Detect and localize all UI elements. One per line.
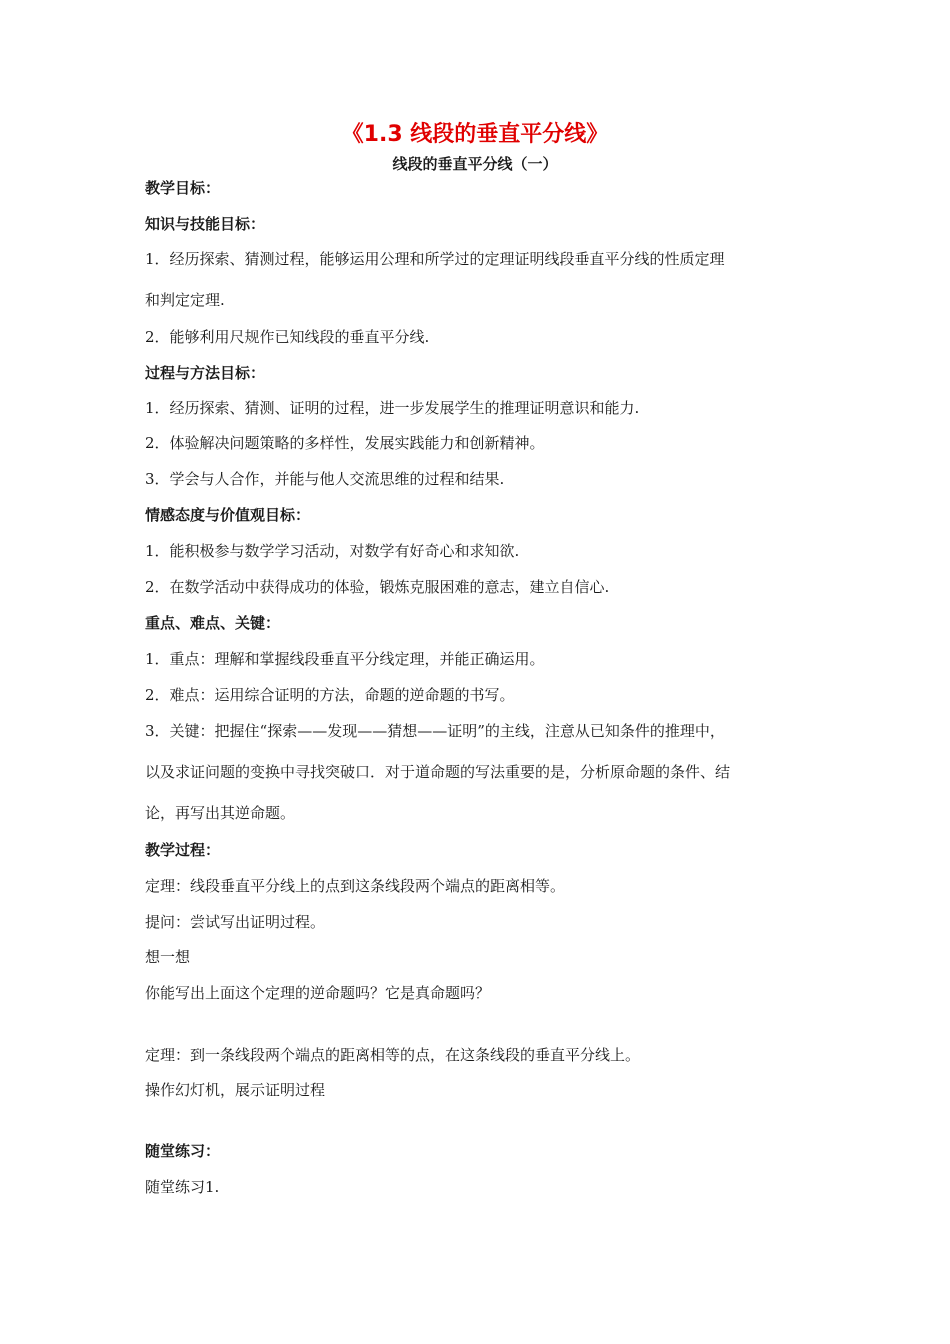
paragraph-line: 2．难点：运用综合证明的方法，命题的逆命题的书写。: [145, 686, 515, 704]
heading-knowledge-skills: 知识与技能目标：: [145, 215, 266, 233]
heading-process-methods: 过程与方法目标：: [145, 364, 266, 382]
paragraph-line: 你能写出上面这个定理的逆命题吗？它是真命题吗？: [145, 984, 491, 1002]
paragraph-line: 2．能够利用尺规作已知线段的垂直平分线.: [145, 328, 430, 346]
paragraph-line: 和判定定理.: [145, 291, 225, 309]
heading-teaching-process: 教学过程：: [145, 841, 221, 859]
paragraph-line: 3．关键：把握住“探索——发现——猜想——证明”的主线，注意从已知条件的推理中，: [145, 722, 725, 740]
paragraph-line: 2．在数学活动中获得成功的体验，锻炼克服困难的意志，建立自信心.: [145, 578, 610, 596]
paragraph-line: 以及求证问题的变换中寻找突破口．对于道命题的写法重要的是，分析原命题的条件、结: [145, 763, 731, 781]
paragraph-line: 随堂练习1.: [145, 1178, 220, 1196]
document-title: 《1.3 线段的垂直平分线》: [341, 122, 609, 147]
paragraph-line: 1．能积极参与数学学习活动，对数学有好奇心和求知欲.: [145, 542, 520, 560]
paragraph-line: 提问：尝试写出证明过程。: [145, 913, 326, 931]
paragraph-line: 想一想: [145, 948, 191, 966]
paragraph-line: 2．体验解决问题策略的多样性，发展实践能力和创新精神。: [145, 434, 545, 452]
paragraph-line: 定理：线段垂直平分线上的点到这条线段两个端点的距离相等。: [145, 877, 566, 895]
paragraph-line: 论，再写出其逆命题。: [145, 804, 296, 822]
paragraph-line: 1．经历探索、猜测过程，能够运用公理和所学过的定理证明线段垂直平分线的性质定理: [145, 250, 725, 268]
paragraph-line: 1．重点：理解和掌握线段垂直平分线定理，并能正确运用。: [145, 650, 545, 668]
paragraph-line: 1．经历探索、猜测、证明的过程，进一步发展学生的推理证明意识和能力.: [145, 399, 640, 417]
heading-key-points: 重点、难点、关键：: [145, 614, 281, 632]
heading-class-practice: 随堂练习：: [145, 1142, 221, 1160]
paragraph-line: 3．学会与人合作，并能与他人交流思维的过程和结果.: [145, 470, 505, 488]
heading-attitude-values: 情感态度与价值观目标：: [145, 506, 311, 524]
document-subtitle: 线段的垂直平分线（一）: [392, 155, 558, 173]
paragraph-line: 操作幻灯机，展示证明过程: [145, 1081, 326, 1099]
paragraph-line: 定理：到一条线段两个端点的距离相等的点，在这条线段的垂直平分线上。: [145, 1046, 641, 1064]
heading-teaching-goals: 教学目标：: [145, 179, 221, 197]
